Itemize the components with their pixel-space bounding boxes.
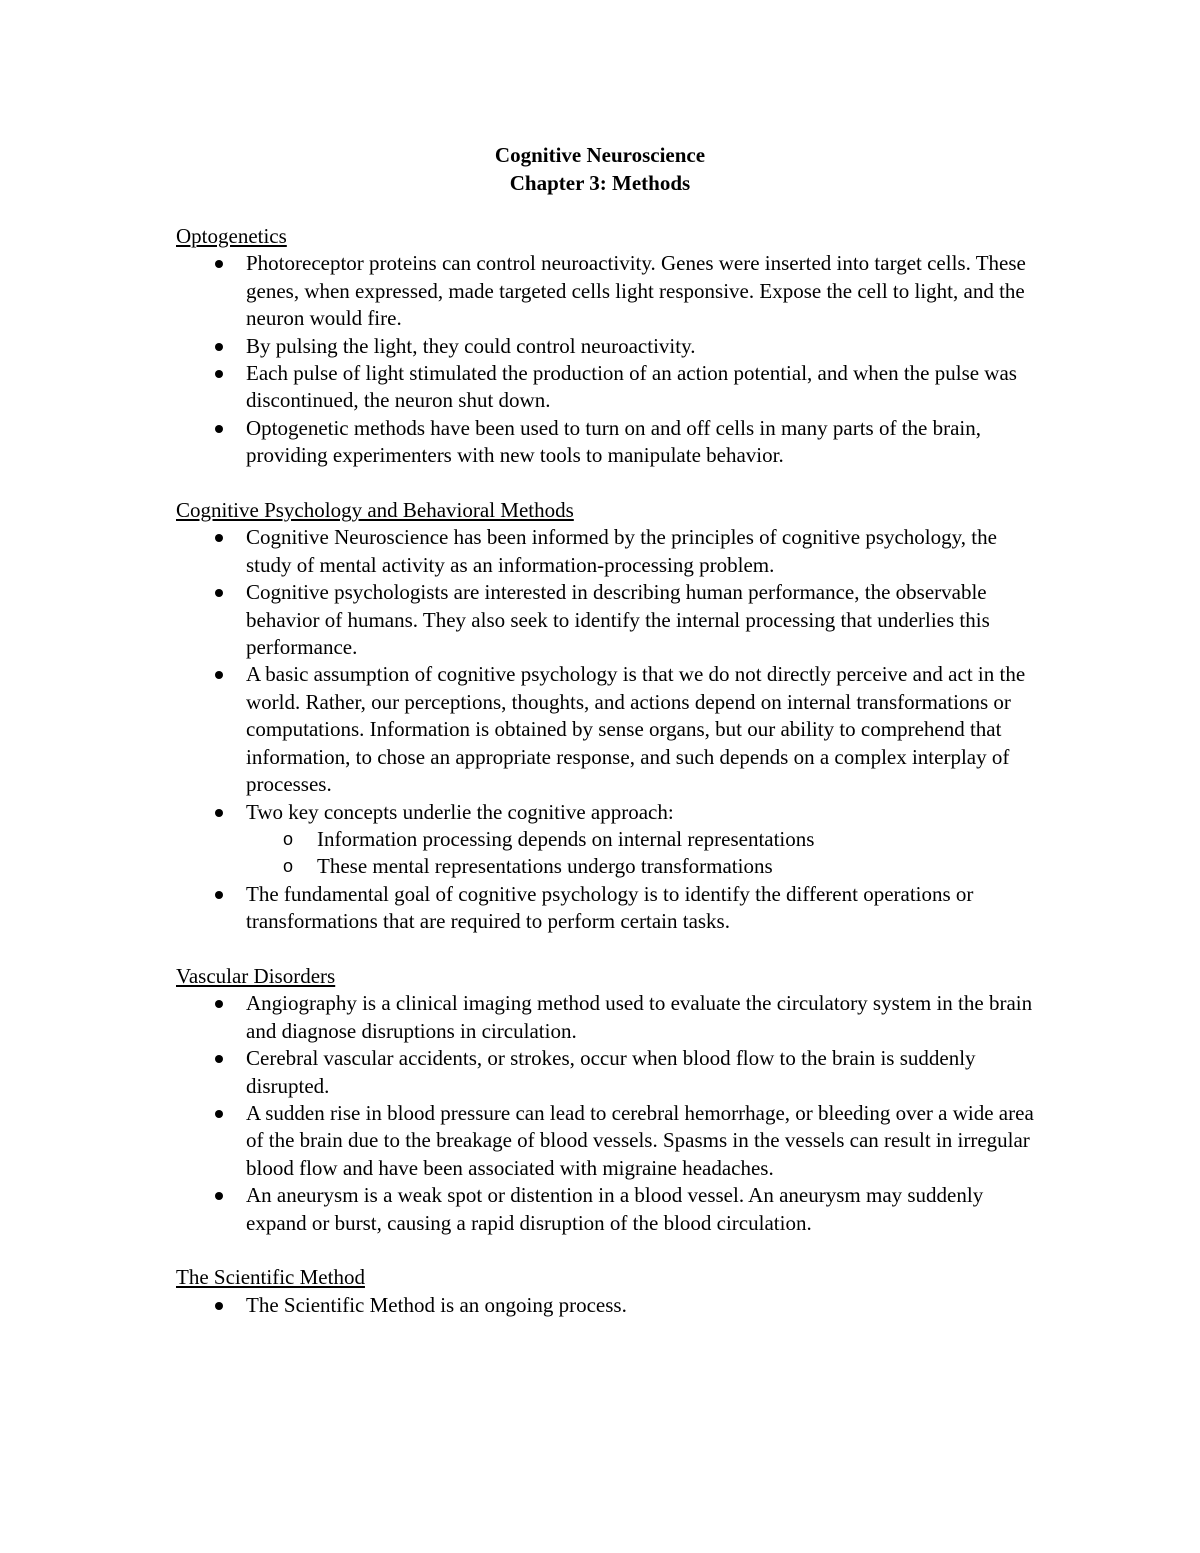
list-item: Cognitive Neuroscience has been informed by the principles of cognitive psychology, the study of mental activity as an information-processing problem.	[176, 524, 1036, 579]
section-heading: The Scientific Method	[176, 1265, 365, 1290]
sub-bullet-list	[246, 826, 1036, 881]
list-item: The Scientific Method is an ongoing process.	[176, 1292, 1036, 1319]
list-item: Angiography is a clinical imaging method used to evaluate the circulatory system in the brain and diagnose disruptions in circulation.	[176, 990, 1036, 1045]
section-vascular-disorders	[176, 963, 1036, 1237]
section-scientific-method	[176, 1264, 1036, 1319]
list-item: By pulsing the light, they could control neuroactivity.	[176, 333, 1036, 360]
section-optogenetics	[176, 223, 1036, 470]
section-heading: Cognitive Psychology and Behavioral Methods	[176, 498, 574, 523]
list-item: The fundamental goal of cognitive psychology is to identify the different operations or transformations that are required to perform certain tasks.	[176, 881, 1036, 936]
list-item: Each pulse of light stimulated the production of an action potential, and when the pulse was discontinued, the neuron shut down.	[176, 360, 1036, 415]
list-item: A sudden rise in blood pressure can lead to cerebral hemorrhage, or bleeding over a wide area of the brain due to the breakage of blood vessels. Spasms in the vessels can result in irregular blood flow and have been associated with migraine headaches.	[176, 1100, 1036, 1182]
sub-list-item: o These mental representations undergo transformations	[246, 853, 1036, 880]
bullet-list	[176, 990, 1036, 1237]
chapter-subtitle: Chapter 3: Methods	[509, 171, 691, 195]
list-item	[176, 799, 1036, 881]
section-heading: Vascular Disorders	[176, 963, 336, 988]
bullet-list	[176, 1292, 1036, 1319]
document-title: Cognitive Neuroscience	[494, 143, 706, 167]
list-item: Cognitive psychologists are interested in describing human performance, the observable behavior of humans. They also seek to identify the internal processing that underlies this performance.	[176, 579, 1036, 661]
list-item-text: Two key concepts underlie the cognitive approach:	[246, 799, 674, 824]
section-heading: Optogenetics	[176, 224, 287, 248]
bullet-list	[176, 524, 1036, 935]
list-item: Optogenetic methods have been used to turn on and off cells in many parts of the brain, providing experimenters with new tools to manipulate behavior.	[176, 415, 1036, 470]
list-item: Cerebral vascular accidents, or strokes, occur when blood flow to the brain is suddenly disrupted.	[176, 1045, 1036, 1100]
list-item: A basic assumption of cognitive psychology is that we do not directly perceive and act in the world. Rather, our perceptions, thoughts, and actions depend on internal transformations or computations. Information is obtained by sense organs, but our ability to comprehend that information, to chose an appropriate response, and such depends on a complex interplay of processes.	[176, 661, 1036, 798]
list-item: An aneurysm is a weak spot or distention in a blood vessel. An aneurysm may suddenly expand or burst, causing a rapid disruption of the blood circulation.	[176, 1182, 1036, 1237]
title-block	[0, 141, 1200, 197]
section-cognitive-psychology	[176, 497, 1036, 936]
sub-list-item: o Information processing depends on internal representations	[246, 826, 1036, 853]
list-item: Photoreceptor proteins can control neuroactivity. Genes were inserted into target cells. These genes, when expressed, made targeted cells light responsive. Expose the cell to light, and the neuron would fire.	[176, 250, 1036, 332]
document-body	[176, 223, 1036, 1347]
bullet-list	[176, 250, 1036, 469]
